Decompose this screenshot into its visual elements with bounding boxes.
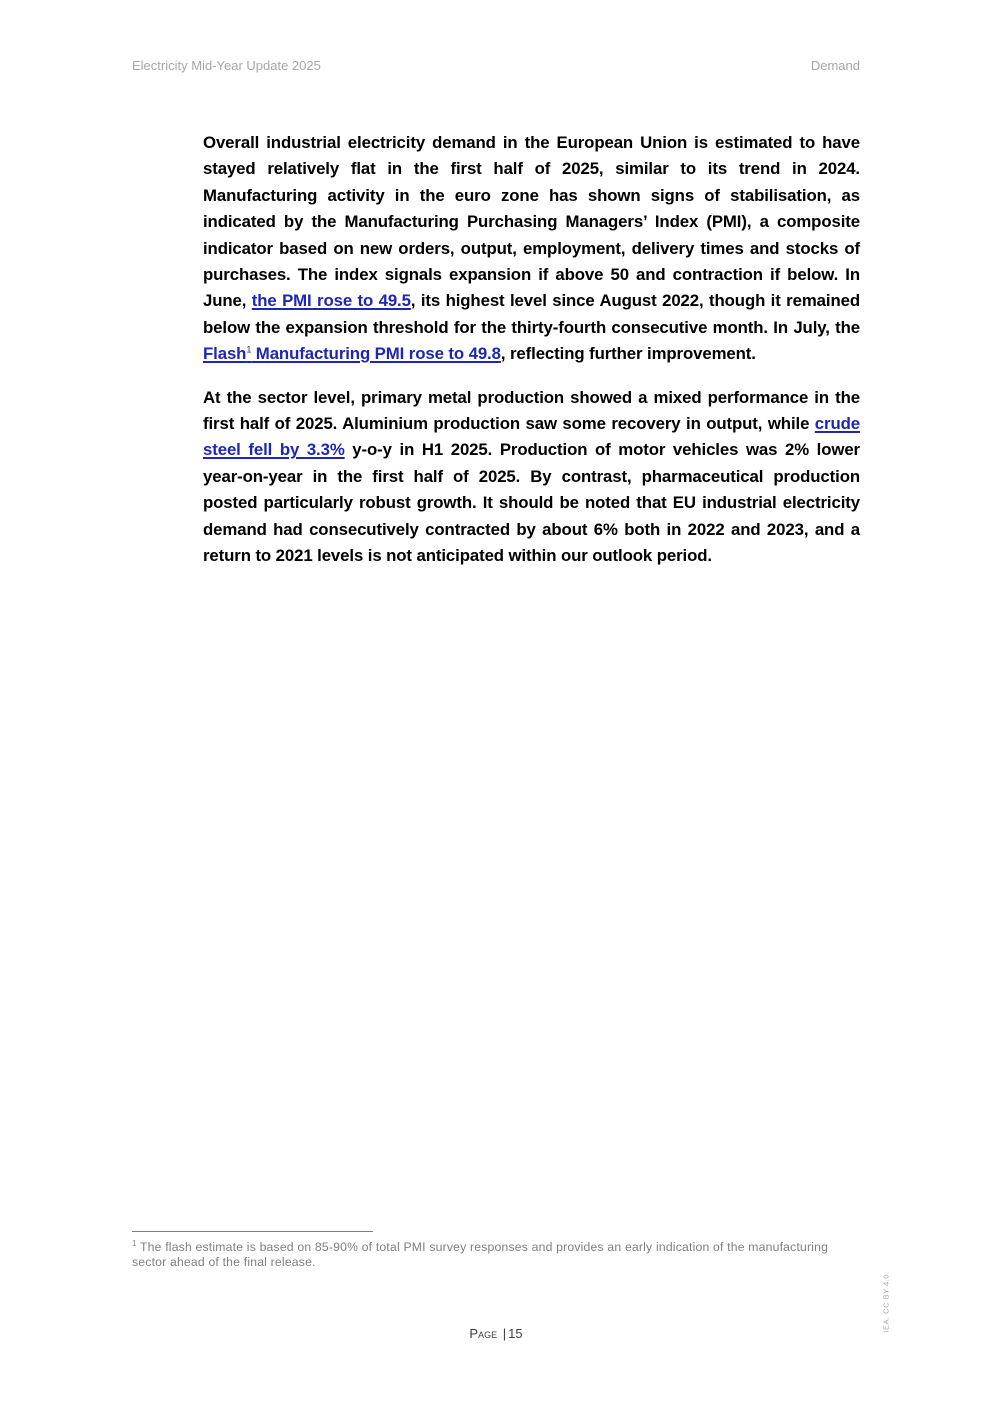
paragraph-sector-level [203, 385, 860, 570]
page-number: 15 [508, 1326, 523, 1341]
license-text: IEA. CC BY 4.0. [881, 1271, 891, 1333]
flash-pmi-link[interactable] [203, 344, 501, 363]
flash-pmi-link-text: Manufacturing PMI rose to 49.8 [251, 344, 501, 364]
footnote-reference: 1 [246, 344, 252, 355]
paragraph-text: Overall industrial electricity demand in the European Union is estimated to have stayed relatively flat in the first half of 2025, similar to its trend in 2024. Manufacturing activity in the euro zone has shown signs of stabilisation, as indicated by the Manufacturing Purchasing Managers’ Index (PMI), a composite indicator based on new orders, output, employment, delivery times and stocks of purchases. The index signals expansion if above 50 and contraction if below. In June, [203, 133, 860, 311]
paragraph-text: , reflecting further improvement. [500, 344, 756, 364]
footnote-divider [132, 1231, 373, 1232]
section-title: Demand [810, 58, 860, 73]
pmi-june-link[interactable]: the PMI rose to 49.5 [251, 291, 411, 311]
footnote-marker: 1 [132, 1238, 137, 1248]
running-header [132, 58, 860, 76]
license-stamp [880, 1270, 892, 1334]
footnote [132, 1240, 832, 1270]
page-label: Page [469, 1326, 498, 1341]
paragraph-text: At the sector level, primary metal production showed a mixed performance in the first half of 2025. Aluminium production saw some recovery in output, while [203, 387, 860, 434]
paragraph-text: , its highest level since August 2022, though it remained below the expansion threshold for the thirty-fourth consecutive month. In July, the [203, 291, 860, 337]
page-footer [0, 1326, 992, 1341]
crude-steel-link[interactable]: crude steel fell by 3.3% [203, 414, 860, 460]
report-title: Electricity Mid-Year Update 2025 [132, 58, 321, 73]
paragraph-text: y-o-y in H1 2025. Production of motor vehicles was 2% lower year-on-year in the first half of 2025. By contrast, pharmaceutical production posted particularly robust growth. It should be noted that EU industrial electricity demand had consecutively contracted by about 6% both in 2022 and 2023, and a return to 2021 levels is not anticipated within our outlook period. [203, 440, 860, 566]
footnote-text: The flash estimate is based on 85-90% of total PMI survey responses and provides an early indication of the manufacturing sector ahead of the final release. [132, 1240, 829, 1269]
body-text [203, 130, 860, 587]
paragraph-industrial-demand [203, 130, 860, 368]
page-separator: | [502, 1326, 507, 1341]
flash-pmi-link-text: Flash [203, 344, 247, 364]
